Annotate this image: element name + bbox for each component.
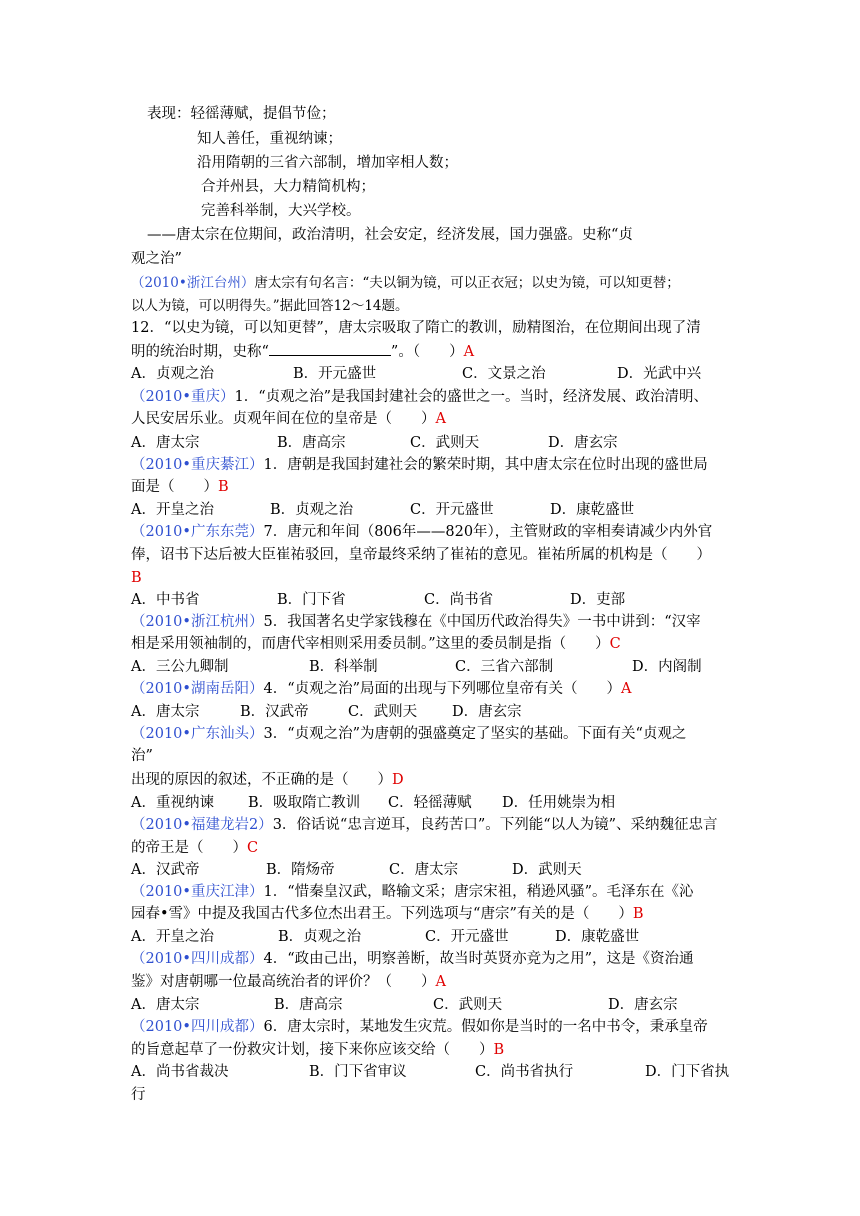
- question-source: （2010•广东汕头）: [131, 726, 264, 742]
- question-text: 园春•雪》中提及我国古代多位杰出君王。下列选项与“唐宗”有关的是（ ）: [131, 906, 633, 922]
- question-text: 出现的原因的叙述，不正确的是（ ）: [131, 772, 392, 788]
- option-d: D．康乾盛世: [555, 929, 640, 945]
- option-d: D．武则天: [512, 862, 582, 878]
- fill-blank: [269, 355, 391, 356]
- question-text: 6．唐太宗时，某地发生灾荒。假如你是当时的一名中书令，秉承皇帝: [263, 1019, 708, 1035]
- answer-mark: B: [632, 906, 644, 922]
- option-b: B．隋炀帝: [266, 862, 335, 878]
- question-text: 7．唐元和年间（806年——820年），主管财政的宰相奏请减少内外官: [263, 524, 713, 540]
- question-line: [131, 904, 644, 924]
- question-line: [131, 409, 446, 429]
- option-c: C．武则天: [410, 435, 480, 451]
- option-d: D．唐玄宗: [452, 704, 522, 720]
- question-line: [131, 1040, 504, 1060]
- option-d: D．门下省执: [645, 1064, 730, 1080]
- option-a: A．三公九卿制: [131, 659, 229, 675]
- option-b: B．科举制: [309, 659, 378, 675]
- question-text: 1．唐朝是我国封建社会的繁荣时期，其中唐太宗在位时出现的盛世局: [263, 457, 708, 473]
- question-text: 4．“贞观之治”局面的出现与下列哪位皇帝有关（ ）: [263, 681, 622, 697]
- answer-mark: A: [435, 411, 446, 427]
- question-line: [131, 838, 258, 858]
- answer-mark: B: [218, 479, 229, 495]
- intro-line: 合并州县，大力精简机构；: [201, 179, 375, 195]
- option-c: C．尚书省执行: [475, 1064, 574, 1080]
- question-text: 相是采用领袖制的，而唐代宰相则采用委员制。”这里的委员制是指（ ）: [131, 636, 610, 652]
- option-d: D．唐玄宗: [608, 997, 678, 1013]
- question-text: ”。（ ）: [390, 344, 464, 360]
- option-d: D．康乾盛世: [550, 502, 635, 518]
- answer-mark: C: [247, 840, 259, 856]
- question-line: [131, 679, 632, 699]
- answer-mark: D: [392, 772, 404, 788]
- option-a: A．重视纳谏: [131, 795, 214, 811]
- option-c: C．尚书省: [424, 592, 494, 608]
- question-line: [131, 477, 229, 497]
- question-text: 鉴》对唐朝哪一位最高统治者的评价？（ ）: [131, 974, 436, 990]
- question-line: [131, 949, 694, 969]
- question-source: （2010•广东东莞）: [131, 524, 264, 540]
- option-d: D．内阁制: [632, 659, 702, 675]
- option-a: A．中书省: [131, 592, 200, 608]
- option-wrap: 行: [131, 1087, 146, 1103]
- question-text: 4．“政由己出，明察善断，故当时英贤亦竞为之用”，这是《资治通: [263, 951, 694, 967]
- option-d: D．光武中兴: [617, 366, 702, 382]
- quote-text: 唐太宗有句名言：“夫以铜为镜，可以正衣冠；以史为镜，可以知更替；: [254, 275, 680, 291]
- option-c: C．开元盛世: [425, 929, 509, 945]
- question-source: （2010•浙江台州）: [131, 275, 255, 291]
- intro-summary: ——唐太宗在位期间，政治清明，社会安定，经济发展，国力强盛。史称“贞: [147, 227, 633, 243]
- question-line: 治”: [131, 748, 153, 764]
- question-source: （2010•四川成都）: [131, 951, 264, 967]
- option-b: B．贞观之治: [270, 502, 354, 518]
- question-line: [131, 724, 686, 744]
- option-a: A．尚书省裁决: [131, 1064, 229, 1080]
- question-text: 人民安居乐业。贞观年间在位的皇帝是（ ）: [131, 411, 436, 427]
- question-line: [131, 634, 621, 654]
- question-line: [131, 455, 708, 475]
- option-d: D．任用姚崇为相: [502, 795, 616, 811]
- option-a: A．开皇之治: [131, 929, 214, 945]
- option-b: B．唐高宗: [274, 997, 343, 1013]
- question-source: （2010•四川成都）: [131, 1019, 264, 1035]
- question-text: 1．“惜秦皇汉武，略输文采；唐宗宋祖，稍逊风骚”。毛泽东在《沁: [263, 884, 694, 900]
- question-source: （2010•福建龙岩2）: [131, 817, 273, 833]
- option-c: C．唐太宗: [389, 862, 459, 878]
- option-a: A．唐太宗: [131, 704, 200, 720]
- option-b: B．门下省: [277, 592, 346, 608]
- question-line: [131, 770, 404, 790]
- question-line: [131, 612, 701, 632]
- question-line: [131, 815, 718, 835]
- option-c: C．轻徭薄赋: [388, 795, 472, 811]
- question-line: 12．“以史为镜，可以知更替”，唐太宗吸取了隋亡的教训，励精图治，在位期间出现了清: [131, 320, 701, 336]
- question-line: 俸，诏书下达后被大臣崔祐驳回，皇帝最终采纳了崔祐的意见。崔祐所属的机构是（ ）: [131, 547, 711, 563]
- question-text: 的帝王是（ ）: [131, 840, 247, 856]
- question-line: [131, 1017, 708, 1037]
- answer-mark: A: [463, 344, 475, 360]
- question-text: 1．“贞观之治”是我国封建社会的盛世之一。当时，经济发展、政治清明、: [234, 389, 709, 405]
- option-b: B．开元盛世: [293, 366, 377, 382]
- question-line: [131, 342, 474, 362]
- option-a: A．开皇之治: [131, 502, 214, 518]
- question-text: 面是（ ）: [131, 479, 218, 495]
- question-source: （2010•重庆江津）: [131, 884, 264, 900]
- answer-mark: C: [609, 636, 621, 652]
- question-source: （2010•湖南岳阳）: [131, 681, 264, 697]
- option-d: D．吏部: [570, 592, 626, 608]
- option-a: A．贞观之治: [131, 366, 214, 382]
- intro-line: 完善科举制，大兴学校。: [201, 203, 361, 219]
- option-b: B．汉武帝: [240, 704, 309, 720]
- option-b: B．贞观之治: [278, 929, 362, 945]
- intro-summary: 观之治”: [131, 251, 182, 267]
- question-line: [131, 882, 694, 902]
- intro-line: 知人善任，重视纳谏；: [197, 131, 342, 147]
- option-a: A．唐太宗: [131, 435, 200, 451]
- option-b: B．吸取隋亡教训: [248, 795, 361, 811]
- question-text: 明的统治时期，史称“: [131, 344, 269, 360]
- option-c: C．开元盛世: [410, 502, 494, 518]
- answer-mark: A: [621, 681, 632, 697]
- quote-text: 以人为镜，可以明得失。”据此回答12～14题。: [131, 298, 409, 314]
- option-c: C．文景之治: [462, 366, 546, 382]
- option-c: C．三省六部制: [455, 659, 554, 675]
- answer-mark: A: [435, 974, 446, 990]
- option-b: B．唐高宗: [277, 435, 346, 451]
- question-source: （2010•重庆）: [131, 389, 235, 405]
- option-c: C．武则天: [348, 704, 418, 720]
- question-text: 3．俗话说“忠言逆耳，良药苦口”。下列能“以人为镜”、采纳魏征忠言: [272, 817, 718, 833]
- intro-line: 表现：轻徭薄赋，提倡节俭；: [147, 106, 336, 122]
- intro-line: 沿用隋朝的三省六部制，增加宰相人数；: [197, 155, 458, 171]
- question-text: 的旨意起草了一份救灾计划，接下来你应该交给（ ）: [131, 1042, 494, 1058]
- option-d: D．唐玄宗: [548, 435, 618, 451]
- question-line: [131, 387, 708, 407]
- question-line: [131, 522, 712, 542]
- answer-mark: B: [493, 1042, 505, 1058]
- answer-mark: B: [131, 570, 142, 586]
- option-a: A．唐太宗: [131, 997, 200, 1013]
- option-c: C．武则天: [433, 997, 503, 1013]
- question-source: （2010•重庆綦江）: [131, 457, 264, 473]
- option-b: B．门下省审议: [309, 1064, 407, 1080]
- question-text: 3．“贞观之治”为唐朝的强盛奠定了坚实的基础。下面有关“贞观之: [263, 726, 687, 742]
- option-a: A．汉武帝: [131, 862, 200, 878]
- question-source: （2010•浙江杭州）: [131, 614, 264, 630]
- question-text: 5．我国著名史学家钱穆在《中国历代政治得失》一书中讲到：“汉宰: [263, 614, 701, 630]
- question-stem: [131, 273, 680, 293]
- question-line: [131, 972, 446, 992]
